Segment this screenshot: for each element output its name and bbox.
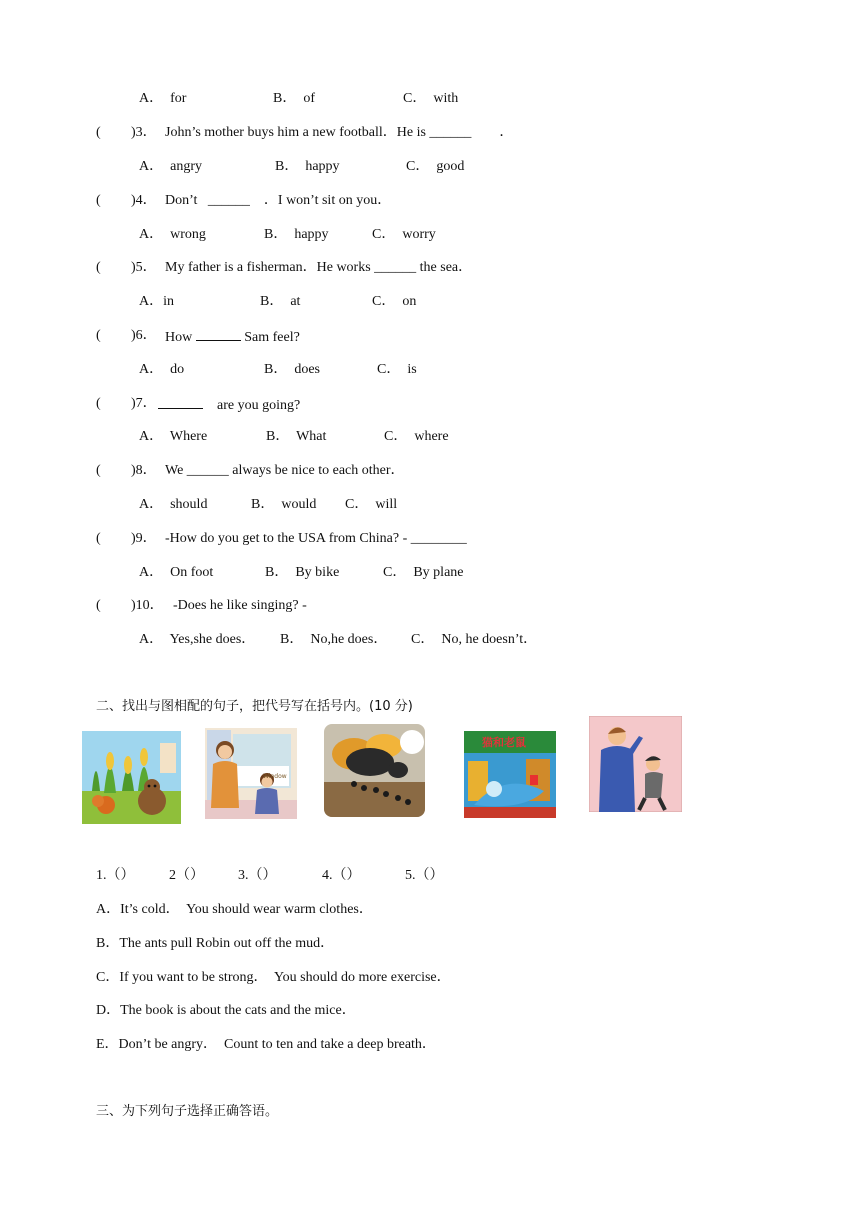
q2-option-c: C． with	[403, 91, 459, 106]
answer-slot-1[interactable]: 1.（）	[96, 868, 135, 883]
q2-option-a: A． for	[139, 91, 187, 106]
question-10-option-a: A． Yes,she does．	[139, 632, 256, 647]
question-3-option-b: B． happy	[275, 159, 340, 174]
window-sign: Window	[263, 773, 287, 780]
question-6-number: )6．	[131, 328, 157, 343]
man-boy-angry-picture	[589, 716, 682, 812]
question-8-option-b: B． would	[251, 497, 317, 512]
question-5-option-c: C． on	[372, 294, 417, 309]
question-7-option-a: A． Where	[139, 429, 208, 444]
question-4-number: )4．	[131, 193, 157, 208]
question-10-option-b: B． No,he does．	[280, 632, 388, 647]
question-5-paren: (	[96, 260, 101, 275]
question-3-paren: (	[96, 125, 101, 140]
question-9-option-c: C． By plane	[383, 565, 464, 580]
question-5-text: My father is a fisherman．He works ______ the sea．	[165, 260, 473, 275]
question-4-option-a: A． wrong	[139, 227, 206, 242]
q2-option-b: B． of	[273, 91, 315, 106]
mother-child-window-picture	[205, 728, 297, 819]
answer-slot-5[interactable]: 5.（）	[405, 868, 444, 883]
question-9-text: -How do you get to the USA from China? - ________	[165, 531, 467, 546]
question-8-text: We ______ always be nice to each other．	[165, 463, 405, 478]
ants-pull-picture	[324, 724, 425, 817]
question-10-paren: (	[96, 598, 101, 613]
question-6-text-after: Sam feel?	[240, 330, 300, 345]
question-6-option-a: A． do	[139, 362, 185, 377]
question-5-option-b: B． at	[260, 294, 301, 309]
section-3-title: 三、为下列句子选择正确答语。	[96, 1104, 279, 1119]
question-10-number: )10．	[131, 598, 164, 613]
question-6-option-c: C． is	[377, 362, 417, 377]
question-9-paren: (	[96, 531, 101, 546]
section-2-title: 二、找出与图相配的句子，把代号写在括号内。(10 分)	[96, 699, 413, 714]
question-4-paren: (	[96, 193, 101, 208]
question-4-text: Don’t ______ ．I won’t sit on you．	[165, 193, 392, 208]
question-6-paren: (	[96, 328, 101, 343]
question-6-text-before: How	[165, 330, 196, 345]
question-4-option-c: C． worry	[372, 227, 436, 242]
question-5-option-a: A．in	[139, 294, 174, 309]
question-10-text: -Does he like singing? -	[173, 598, 307, 613]
question-3-text: John’s mother buys him a new football．He is ______ ．	[165, 125, 514, 140]
question-7-paren: (	[96, 396, 101, 411]
answer-blank[interactable]	[196, 327, 241, 341]
question-7-option-b: B． What	[266, 429, 327, 444]
question-5-number: )5．	[131, 260, 157, 275]
question-3-number: )3．	[131, 125, 157, 140]
cat-mouse-book-picture	[464, 731, 556, 818]
question-6-option-b: B． does	[264, 362, 320, 377]
answer-slot-4[interactable]: 4.（）	[322, 868, 361, 883]
question-7-number: )7．	[131, 396, 157, 411]
question-4-option-b: B． happy	[264, 227, 329, 242]
sentence-e: E．Don’t be angry． Count to ten and take a deep breath．	[96, 1037, 436, 1052]
question-7-option-c: C． where	[384, 429, 449, 444]
question-9-number: )9．	[131, 531, 157, 546]
question-3-option-a: A． angry	[139, 159, 202, 174]
question-9-option-b: B． By bike	[265, 565, 340, 580]
sentence-d: D．The book is about the cats and the mice．	[96, 1003, 356, 1018]
answer-slot-2[interactable]: 2（）	[169, 868, 204, 883]
sentence-b: B．The ants pull Robin out off the mud．	[96, 936, 335, 951]
sentence-a: A．It’s cold． You should wear warm clothes．	[96, 902, 373, 917]
book-title: 猫和老鼠	[482, 736, 526, 749]
question-10-option-c: C． No, he doesn’t．	[411, 632, 538, 647]
question-8-option-a: A． should	[139, 497, 208, 512]
squirrel-bear-corn-picture	[82, 731, 181, 824]
question-6-text	[165, 327, 300, 347]
question-8-option-c: C． will	[345, 497, 398, 512]
sentence-c: C．If you want to be strong． You should do more exercise．	[96, 970, 451, 985]
question-7-text-after: are you going?	[203, 398, 301, 413]
question-7-text	[158, 395, 300, 415]
question-3-option-c: C． good	[406, 159, 465, 174]
question-8-number: )8．	[131, 463, 157, 478]
question-8-paren: (	[96, 463, 101, 478]
question-9-option-a: A． On foot	[139, 565, 214, 580]
answer-blank[interactable]	[158, 395, 203, 409]
answer-slot-3[interactable]: 3.（）	[238, 868, 277, 883]
